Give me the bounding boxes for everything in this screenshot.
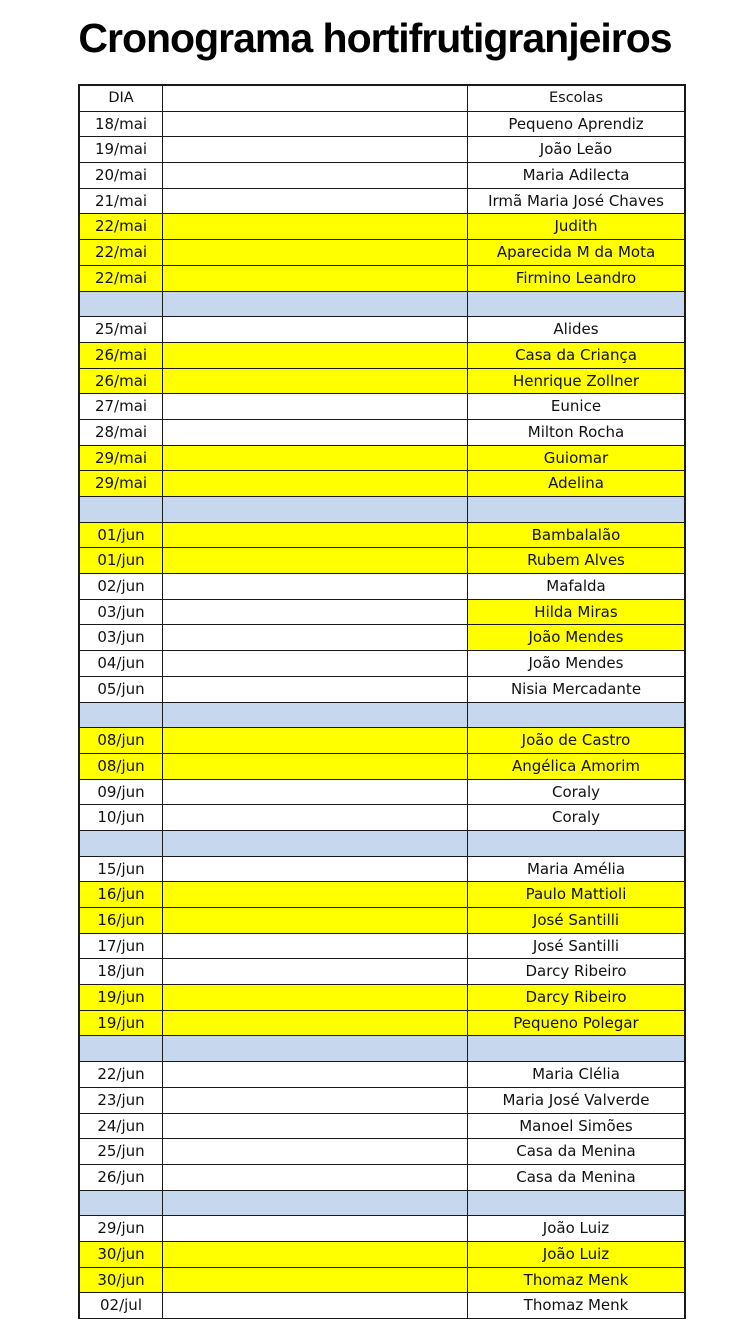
empty-cell (163, 497, 468, 522)
school-cell: João Leão (539, 140, 613, 159)
table-row (80, 985, 684, 1011)
table-row (80, 728, 684, 754)
school-cell: Coraly (551, 808, 601, 827)
header-empty (163, 86, 468, 111)
empty-cell (163, 934, 468, 959)
table-row (80, 317, 684, 343)
day-cell: 18/jun (80, 959, 163, 984)
table-row (80, 369, 684, 395)
table-row (80, 471, 684, 497)
school-cell: Casa da Criança (468, 343, 684, 368)
separator-row (80, 497, 684, 523)
empty-cell (163, 1036, 468, 1061)
table-row (80, 1139, 684, 1165)
table-row (80, 780, 684, 806)
table-row (80, 240, 684, 266)
empty-cell (163, 754, 468, 779)
table-row (80, 189, 684, 215)
empty-cell (163, 1062, 468, 1087)
day-cell (80, 831, 163, 856)
schedule-table (78, 84, 686, 1319)
school-cell: Pequeno Aprendiz (508, 114, 644, 133)
table-row (80, 112, 684, 138)
day-cell (80, 703, 163, 728)
empty-cell (163, 548, 468, 573)
day-cell: 16/jun (80, 882, 163, 907)
empty-cell (163, 1268, 468, 1293)
table-row (80, 1268, 684, 1294)
school-cell (468, 831, 684, 856)
empty-cell (163, 1139, 468, 1164)
school-cell: Maria Adilecta (522, 166, 630, 185)
day-cell: 02/jun (80, 574, 163, 599)
day-cell: 08/jun (80, 728, 163, 753)
day-cell: 24/jun (80, 1114, 163, 1139)
school-cell: Casa da Menina (516, 1167, 636, 1186)
separator-row (80, 1036, 684, 1062)
table-row (80, 1088, 684, 1114)
empty-cell (163, 780, 468, 805)
day-cell: 29/mai (80, 446, 163, 471)
table-row (80, 420, 684, 446)
day-cell: 10/jun (80, 805, 163, 830)
school-cell: Darcy Ribeiro (525, 962, 627, 981)
day-cell: 20/mai (80, 163, 163, 188)
table-row (80, 600, 684, 626)
school-cell: Judith (468, 214, 684, 239)
day-cell: 02/jul (80, 1293, 163, 1318)
empty-cell (163, 728, 468, 753)
school-cell: Maria Amélia (526, 859, 626, 878)
empty-cell (163, 651, 468, 676)
day-cell: 29/jun (80, 1216, 163, 1241)
school-cell: Guiomar (468, 446, 684, 471)
day-cell: 26/jun (80, 1165, 163, 1190)
table-row (80, 805, 684, 831)
separator-row (80, 292, 684, 318)
empty-cell (163, 240, 468, 265)
table-row (80, 266, 684, 292)
table-row (80, 625, 684, 651)
table-row (80, 1165, 684, 1191)
empty-cell (163, 625, 468, 650)
separator-row (80, 831, 684, 857)
school-cell: Maria José Valverde (502, 1090, 650, 1109)
day-cell: 25/jun (80, 1139, 163, 1164)
table-header-row (80, 86, 684, 112)
empty-cell (163, 574, 468, 599)
day-cell (80, 1036, 163, 1061)
day-cell: 26/mai (80, 369, 163, 394)
day-cell: 22/jun (80, 1062, 163, 1087)
table-body (80, 112, 684, 1319)
school-cell (468, 1191, 684, 1216)
empty-cell (163, 908, 468, 933)
empty-cell (163, 189, 468, 214)
table-row (80, 446, 684, 472)
day-cell: 04/jun (80, 651, 163, 676)
school-cell: Mafalda (546, 577, 606, 596)
school-cell: Manoel Simões (519, 1116, 633, 1135)
school-cell: Bambalalão (468, 523, 684, 548)
table-row (80, 574, 684, 600)
table-row (80, 651, 684, 677)
day-cell: 03/jun (80, 625, 163, 650)
day-cell: 26/mai (80, 343, 163, 368)
table-row (80, 882, 684, 908)
table-row (80, 1216, 684, 1242)
header-day: DIA (80, 86, 163, 111)
school-cell: Firmino Leandro (468, 266, 684, 291)
school-cell: Darcy Ribeiro (468, 985, 684, 1010)
table-row (80, 754, 684, 780)
empty-cell (163, 703, 468, 728)
day-cell: 19/jun (80, 985, 163, 1010)
school-cell: Irmã Maria José Chaves (488, 191, 664, 210)
day-cell: 01/jun (80, 548, 163, 573)
day-cell: 08/jun (80, 754, 163, 779)
school-cell (468, 292, 684, 317)
school-cell: Thomaz Menk (523, 1296, 629, 1315)
school-cell: Casa da Menina (516, 1142, 636, 1161)
empty-cell (163, 446, 468, 471)
day-cell: 01/jun (80, 523, 163, 548)
table-row (80, 163, 684, 189)
empty-cell (163, 369, 468, 394)
day-cell: 22/mai (80, 214, 163, 239)
empty-cell (163, 1011, 468, 1036)
separator-row (80, 703, 684, 729)
empty-cell (163, 266, 468, 291)
day-cell: 05/jun (80, 677, 163, 702)
day-cell (80, 292, 163, 317)
school-cell: Alides (553, 320, 599, 339)
school-cell: Pequeno Polegar (468, 1011, 684, 1036)
school-cell: José Santilli (532, 936, 620, 955)
table-row (80, 677, 684, 703)
day-cell: 22/mai (80, 266, 163, 291)
table-row (80, 959, 684, 985)
empty-cell (163, 1191, 468, 1216)
school-cell (468, 703, 684, 728)
table-row (80, 908, 684, 934)
school-cell: João Luiz (468, 1242, 684, 1267)
empty-cell (163, 882, 468, 907)
empty-cell (163, 805, 468, 830)
day-cell: 29/mai (80, 471, 163, 496)
day-cell (80, 1191, 163, 1216)
school-cell (468, 1036, 684, 1061)
empty-cell (163, 317, 468, 342)
school-cell: Rubem Alves (468, 548, 684, 573)
school-cell: Thomaz Menk (468, 1268, 684, 1293)
table-row (80, 1011, 684, 1037)
school-cell: Paulo Mattioli (468, 882, 684, 907)
header-school: Escolas (548, 90, 604, 106)
day-cell: 15/jun (80, 857, 163, 882)
table-row (80, 394, 684, 420)
school-cell: Hilda Miras (468, 600, 684, 625)
table-row (80, 1114, 684, 1140)
empty-cell (163, 1242, 468, 1267)
empty-cell (163, 857, 468, 882)
empty-cell (163, 214, 468, 239)
day-cell: 21/mai (80, 189, 163, 214)
school-cell: João Mendes (468, 625, 684, 650)
day-cell: 25/mai (80, 317, 163, 342)
day-cell: 18/mai (80, 112, 163, 137)
day-cell: 22/mai (80, 240, 163, 265)
day-cell (80, 497, 163, 522)
school-cell: Aparecida M da Mota (468, 240, 684, 265)
table-row (80, 137, 684, 163)
day-cell: 19/mai (80, 137, 163, 162)
day-cell: 30/jun (80, 1242, 163, 1267)
school-cell: Henrique Zollner (468, 369, 684, 394)
day-cell: 28/mai (80, 420, 163, 445)
empty-cell (163, 394, 468, 419)
empty-cell (163, 1088, 468, 1113)
empty-cell (163, 1293, 468, 1318)
school-cell: Eunice (550, 397, 602, 416)
empty-cell (163, 1114, 468, 1139)
day-cell: 19/jun (80, 1011, 163, 1036)
day-cell: 27/mai (80, 394, 163, 419)
table-row (80, 548, 684, 574)
table-row (80, 523, 684, 549)
school-cell: Coraly (551, 782, 601, 801)
day-cell: 03/jun (80, 600, 163, 625)
empty-cell (163, 1216, 468, 1241)
day-cell: 23/jun (80, 1088, 163, 1113)
school-cell: João Luiz (542, 1219, 610, 1238)
empty-cell (163, 959, 468, 984)
empty-cell (163, 163, 468, 188)
school-cell: Nisia Mercadante (510, 679, 642, 698)
school-cell: Angélica Amorim (468, 754, 684, 779)
school-cell: José Santilli (468, 908, 684, 933)
empty-cell (163, 343, 468, 368)
table-row (80, 1062, 684, 1088)
empty-cell (163, 600, 468, 625)
empty-cell (163, 292, 468, 317)
table-row (80, 857, 684, 883)
table-row (80, 934, 684, 960)
school-cell (468, 497, 684, 522)
school-cell: João de Castro (468, 728, 684, 753)
day-cell: 16/jun (80, 908, 163, 933)
separator-row (80, 1191, 684, 1217)
table-row (80, 214, 684, 240)
school-cell: Milton Rocha (527, 422, 625, 441)
empty-cell (163, 831, 468, 856)
empty-cell (163, 137, 468, 162)
school-cell: João Mendes (528, 654, 624, 673)
empty-cell (163, 1165, 468, 1190)
empty-cell (163, 420, 468, 445)
day-cell: 09/jun (80, 780, 163, 805)
empty-cell (163, 471, 468, 496)
empty-cell (163, 112, 468, 137)
empty-cell (163, 523, 468, 548)
day-cell: 17/jun (80, 934, 163, 959)
empty-cell (163, 677, 468, 702)
empty-cell (163, 985, 468, 1010)
table-row (80, 1242, 684, 1268)
day-cell: 30/jun (80, 1268, 163, 1293)
table-row (80, 1293, 684, 1319)
school-cell: Maria Clélia (532, 1065, 620, 1084)
table-row (80, 343, 684, 369)
school-cell: Adelina (468, 471, 684, 496)
page-title: Cronograma hortifrutigranjeiros (78, 15, 672, 61)
